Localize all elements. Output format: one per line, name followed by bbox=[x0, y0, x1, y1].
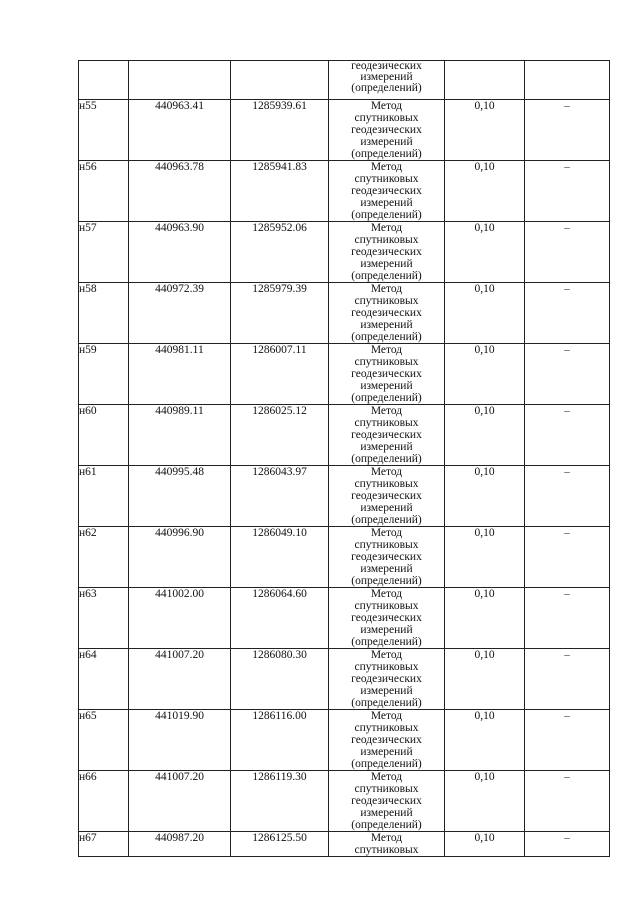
method-cell bbox=[329, 527, 445, 588]
table-row bbox=[79, 649, 610, 710]
method-line: геодезических bbox=[351, 551, 422, 563]
y-cell: 1286116.00 bbox=[231, 710, 329, 771]
method-line: Метод bbox=[370, 710, 403, 722]
method-line: спутниковых bbox=[354, 112, 419, 124]
method-line: спутниковых bbox=[354, 295, 419, 307]
method-cell bbox=[329, 710, 445, 771]
method-line: (определений) bbox=[351, 819, 422, 831]
method-line: Метод bbox=[370, 161, 403, 173]
x-cell: 440963.41 bbox=[129, 100, 231, 161]
method-line: геодезических bbox=[351, 795, 422, 807]
method-line: геодезических bbox=[351, 490, 422, 502]
method-line: (определений) bbox=[351, 697, 422, 709]
y-cell bbox=[231, 61, 329, 100]
accuracy-cell: 0,10 bbox=[445, 588, 525, 649]
method-line: (определений) bbox=[351, 331, 422, 343]
point-cell: н60 bbox=[79, 405, 129, 466]
extra-cell: – bbox=[525, 283, 610, 344]
method-cell bbox=[329, 588, 445, 649]
method-line: (определений) bbox=[351, 758, 422, 770]
extra-cell bbox=[525, 61, 610, 100]
method-cell bbox=[329, 466, 445, 527]
extra-cell: – bbox=[525, 161, 610, 222]
method-line: измерений bbox=[360, 197, 413, 209]
accuracy-cell: 0,10 bbox=[445, 283, 525, 344]
x-cell: 441007.20 bbox=[129, 771, 231, 832]
extra-cell: – bbox=[525, 832, 610, 857]
y-cell: 1285941.83 bbox=[231, 161, 329, 222]
method-line: спутниковых bbox=[354, 661, 419, 673]
x-cell: 440981.11 bbox=[129, 344, 231, 405]
y-cell: 1286064.60 bbox=[231, 588, 329, 649]
accuracy-cell: 0,10 bbox=[445, 100, 525, 161]
y-cell: 1285979.39 bbox=[231, 283, 329, 344]
point-cell bbox=[79, 61, 129, 100]
point-cell: н59 bbox=[79, 344, 129, 405]
x-cell bbox=[129, 61, 231, 100]
method-line: Метод bbox=[370, 588, 403, 600]
method-cell bbox=[329, 771, 445, 832]
method-cell bbox=[329, 405, 445, 466]
accuracy-cell: 0,10 bbox=[445, 771, 525, 832]
table-row bbox=[79, 466, 610, 527]
method-line: (определений) bbox=[351, 453, 422, 465]
method-line: геодезических bbox=[351, 185, 422, 197]
method-cell bbox=[329, 832, 445, 857]
method-line: спутниковых bbox=[354, 783, 419, 795]
method-line: измерений bbox=[360, 380, 413, 392]
method-line: Метод bbox=[370, 527, 403, 539]
method-cell bbox=[329, 222, 445, 283]
table-row bbox=[79, 771, 610, 832]
extra-cell: – bbox=[525, 344, 610, 405]
table-row bbox=[79, 344, 610, 405]
accuracy-cell: 0,10 bbox=[445, 527, 525, 588]
method-line: Метод bbox=[370, 222, 403, 234]
y-cell: 1286080.30 bbox=[231, 649, 329, 710]
table-row bbox=[79, 405, 610, 466]
extra-cell: – bbox=[525, 100, 610, 161]
method-line: измерений bbox=[360, 502, 413, 514]
method-line: Метод bbox=[370, 832, 403, 844]
method-line: измерений bbox=[360, 624, 413, 636]
method-line: Метод bbox=[370, 283, 403, 295]
method-line: измерений bbox=[360, 807, 413, 819]
method-line: измерений bbox=[360, 71, 413, 83]
accuracy-cell: 0,10 bbox=[445, 649, 525, 710]
method-line: геодезических bbox=[351, 612, 422, 624]
method-line: Метод bbox=[370, 344, 403, 356]
table-row bbox=[79, 283, 610, 344]
method-line: (определений) bbox=[351, 209, 422, 221]
point-cell: н56 bbox=[79, 161, 129, 222]
y-cell: 1285939.61 bbox=[231, 100, 329, 161]
method-line: Метод bbox=[370, 649, 403, 661]
method-line: спутниковых bbox=[354, 600, 419, 612]
method-line: измерений bbox=[360, 441, 413, 453]
method-cell bbox=[329, 100, 445, 161]
x-cell: 441007.20 bbox=[129, 649, 231, 710]
method-line: геодезических bbox=[351, 124, 422, 136]
x-cell: 441002.00 bbox=[129, 588, 231, 649]
method-line: спутниковых bbox=[354, 844, 419, 856]
y-cell: 1286125.50 bbox=[231, 832, 329, 857]
method-line: геодезических bbox=[351, 673, 422, 685]
method-line: геодезических bbox=[351, 734, 422, 746]
table-row bbox=[79, 161, 610, 222]
method-line: геодезических bbox=[351, 368, 422, 380]
x-cell: 440989.11 bbox=[129, 405, 231, 466]
table-row bbox=[79, 100, 610, 161]
method-line: измерений bbox=[360, 746, 413, 758]
y-cell: 1285952.06 bbox=[231, 222, 329, 283]
method-line: Метод bbox=[370, 405, 403, 417]
y-cell: 1286007.11 bbox=[231, 344, 329, 405]
method-line: измерений bbox=[360, 258, 413, 270]
accuracy-cell: 0,10 bbox=[445, 405, 525, 466]
method-line: спутниковых bbox=[354, 722, 419, 734]
method-line: геодезических bbox=[351, 429, 422, 441]
extra-cell: – bbox=[525, 771, 610, 832]
y-cell: 1286043.97 bbox=[231, 466, 329, 527]
y-cell: 1286025.12 bbox=[231, 405, 329, 466]
method-line: спутниковых bbox=[354, 417, 419, 429]
extra-cell: – bbox=[525, 710, 610, 771]
table-row bbox=[79, 222, 610, 283]
method-line: (определений) bbox=[351, 82, 422, 94]
x-cell: 440995.48 bbox=[129, 466, 231, 527]
method-line: (определений) bbox=[351, 148, 422, 160]
extra-cell: – bbox=[525, 649, 610, 710]
accuracy-cell: 0,10 bbox=[445, 466, 525, 527]
method-line: (определений) bbox=[351, 514, 422, 526]
method-line: измерений bbox=[360, 685, 413, 697]
method-cell bbox=[329, 283, 445, 344]
method-line: (определений) bbox=[351, 636, 422, 648]
method-line: (определений) bbox=[351, 392, 422, 404]
y-cell: 1286049.10 bbox=[231, 527, 329, 588]
table-row bbox=[79, 588, 610, 649]
accuracy-cell: 0,10 bbox=[445, 832, 525, 857]
table-row bbox=[79, 710, 610, 771]
table-row-continued bbox=[79, 61, 610, 100]
extra-cell: – bbox=[525, 222, 610, 283]
extra-cell: – bbox=[525, 588, 610, 649]
point-cell: н64 bbox=[79, 649, 129, 710]
x-cell: 441019.90 bbox=[129, 710, 231, 771]
point-cell: н61 bbox=[79, 466, 129, 527]
method-line: измерений bbox=[360, 319, 413, 331]
point-cell: н62 bbox=[79, 527, 129, 588]
accuracy-cell: 0,10 bbox=[445, 222, 525, 283]
method-cell bbox=[329, 649, 445, 710]
point-cell: н58 bbox=[79, 283, 129, 344]
y-cell: 1286119.30 bbox=[231, 771, 329, 832]
method-line: спутниковых bbox=[354, 539, 419, 551]
table-row bbox=[79, 832, 610, 857]
extra-cell: – bbox=[525, 466, 610, 527]
method-cell bbox=[329, 161, 445, 222]
method-line: спутниковых bbox=[354, 356, 419, 368]
point-cell: н57 bbox=[79, 222, 129, 283]
method-line: спутниковых bbox=[354, 234, 419, 246]
method-line: спутниковых bbox=[354, 478, 419, 490]
method-line: измерений bbox=[360, 563, 413, 575]
method-line: Метод bbox=[370, 466, 403, 478]
method-line: геодезических bbox=[351, 307, 422, 319]
point-cell: н55 bbox=[79, 100, 129, 161]
x-cell: 440963.90 bbox=[129, 222, 231, 283]
x-cell: 440963.78 bbox=[129, 161, 231, 222]
x-cell: 440972.39 bbox=[129, 283, 231, 344]
extra-cell: – bbox=[525, 405, 610, 466]
point-cell: н65 bbox=[79, 710, 129, 771]
method-line: геодезических bbox=[351, 60, 422, 72]
x-cell: 440996.90 bbox=[129, 527, 231, 588]
method-cell bbox=[329, 344, 445, 405]
method-line: измерений bbox=[360, 136, 413, 148]
accuracy-cell: 0,10 bbox=[445, 710, 525, 771]
point-cell: н66 bbox=[79, 771, 129, 832]
method-line: геодезических bbox=[351, 246, 422, 258]
extra-cell: – bbox=[525, 527, 610, 588]
method-line: (определений) bbox=[351, 575, 422, 587]
method-line: Метод bbox=[370, 771, 403, 783]
accuracy-cell: 0,10 bbox=[445, 344, 525, 405]
point-cell: н67 bbox=[79, 832, 129, 857]
x-cell: 440987.20 bbox=[129, 832, 231, 857]
method-line: Метод bbox=[370, 100, 403, 112]
method-cell bbox=[329, 61, 445, 100]
method-line: спутниковых bbox=[354, 173, 419, 185]
method-line: (определений) bbox=[351, 270, 422, 282]
table-row bbox=[79, 527, 610, 588]
point-cell: н63 bbox=[79, 588, 129, 649]
coordinates-table bbox=[78, 60, 610, 857]
accuracy-cell bbox=[445, 61, 525, 100]
accuracy-cell: 0,10 bbox=[445, 161, 525, 222]
